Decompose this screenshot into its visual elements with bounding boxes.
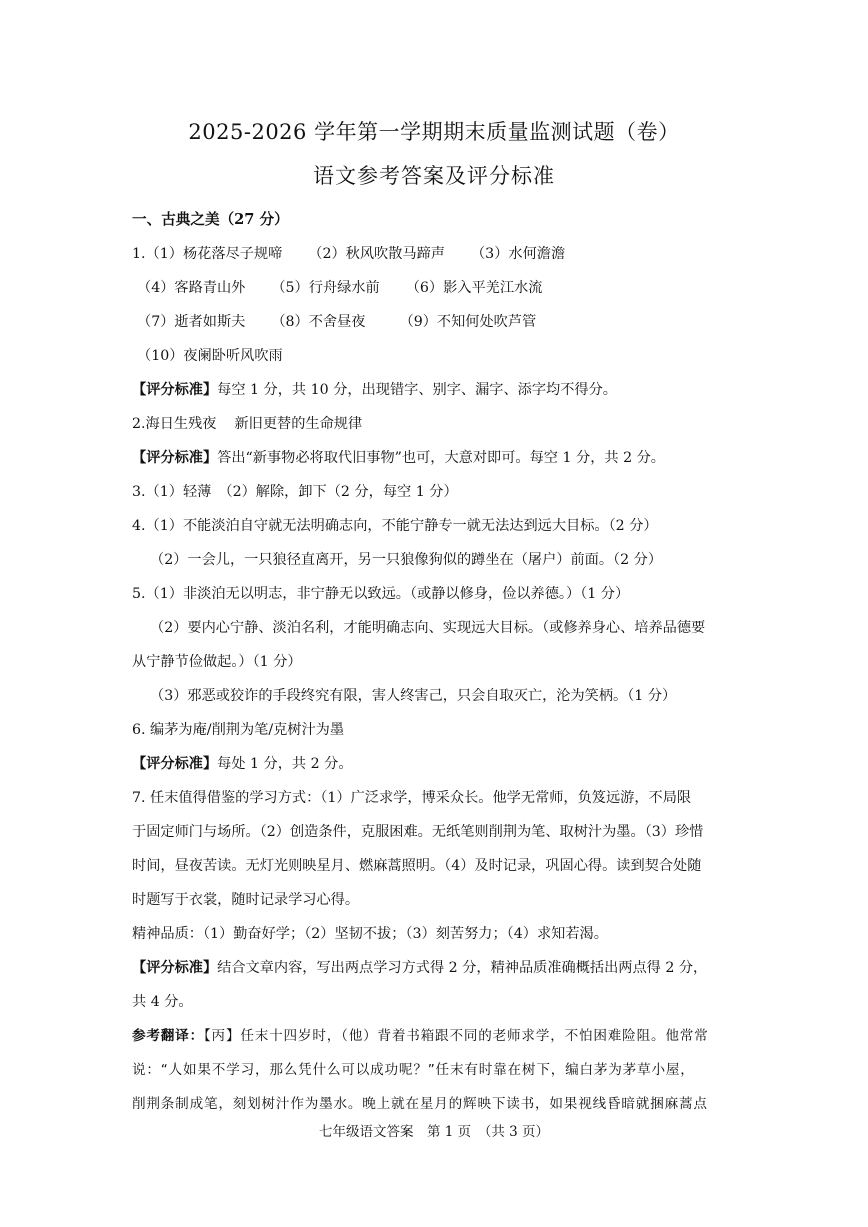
q1-row3 bbox=[132, 305, 742, 339]
criteria-label: 【评分标准】 bbox=[132, 756, 218, 772]
q7-criteria bbox=[132, 951, 742, 985]
page-title: 2025-2026 学年第一学期期末质量监测试题（卷） bbox=[188, 120, 680, 144]
q1-row2 bbox=[132, 271, 742, 305]
q5-answer-2-line2: 从宁静节俭做起。）（1 分） bbox=[132, 654, 302, 670]
q7-criteria-cont: 共 4 分。 bbox=[132, 994, 193, 1010]
q2-answer-a: 2.海日生残夜 bbox=[132, 416, 217, 432]
section-heading: 一、古典之美（27 分） bbox=[132, 211, 289, 228]
q6-criteria bbox=[132, 747, 742, 781]
q7-spirit: 精神品质：（1）勤奋好学；（2）坚韧不拔；（3）刻苦努力；（4）求知若渴。 bbox=[132, 926, 608, 942]
q1-answer-9: （9）不知何处吹芦管 bbox=[399, 314, 537, 330]
q1-answer-8: （8）不舍昼夜 bbox=[271, 314, 366, 330]
q1-answer-1: 1.（1）杨花落尽子规啼 bbox=[132, 246, 283, 262]
q4-answer-1: 4.（1）不能淡泊自守就无法明确志向，不能宁静专一就无法达到远大目标。（2 分） bbox=[132, 518, 658, 534]
q1-answer-4: （4）客路青山外 bbox=[137, 280, 246, 296]
translation-line1 bbox=[132, 1019, 742, 1053]
translation-line2: 说：“人如果不学习，那么凭什么可以成功呢？”任末有时靠在树下，编白茅为茅草小屋， bbox=[132, 1062, 695, 1078]
translation-label: 参考翻译： bbox=[132, 1028, 204, 1044]
criteria-label: 【评分标准】 bbox=[132, 450, 218, 466]
q2-answer bbox=[132, 407, 742, 441]
q1-row1 bbox=[132, 237, 742, 271]
criteria-label: 【评分标准】 bbox=[132, 382, 218, 398]
q7-line3: 时间，昼夜苦读。无灯光则映星月、燃麻蒿照明。（4）及时记录，巩固心得。读到契合处随 bbox=[132, 858, 702, 874]
criteria-text: 答出“新事物必将取代旧事物”也可，大意对即可。每空 1 分，共 2 分。 bbox=[217, 450, 665, 466]
criteria-text: 每空 1 分，共 10 分，出现错字、别字、漏字、添字均不得分。 bbox=[217, 382, 617, 398]
criteria-text: 结合文章内容，写出两点学习方式得 2 分，精神品质准确概括出两点得 2 分， bbox=[217, 960, 708, 976]
q6-answer: 6. 编茅为庵/削荆为笔/克树汁为墨 bbox=[132, 722, 345, 738]
criteria-text: 每处 1 分，共 2 分。 bbox=[217, 756, 353, 772]
page-footer: 七年级语文答案 第 1 页 （共 3 页） bbox=[318, 1124, 550, 1140]
page-subtitle: 语文参考答案及评分标准 bbox=[313, 164, 555, 188]
translation-text: 【丙】任末十四岁时，（他）背着书箱跟不同的老师求学，不怕困难险阻。他常常 bbox=[203, 1028, 709, 1044]
criteria-label: 【评分标准】 bbox=[132, 960, 218, 976]
q7-line2: 于固定师门与场所。（2）创造条件，克服困难。无纸笔则削荆为笔、取树汁为墨。（3）珍惜 bbox=[132, 824, 704, 840]
q5-answer-1: 5.（1）非淡泊无以明志，非宁静无以致远。（或静以修身，俭以养德。）（1 分） bbox=[132, 586, 630, 602]
q7-line4: 时题写于衣裳，随时记录学习心得。 bbox=[132, 892, 360, 908]
q1-answer-6: （6）影入平羌江水流 bbox=[405, 280, 543, 296]
q1-criteria bbox=[132, 373, 742, 407]
q1-answer-3: （3）水何澹澹 bbox=[470, 246, 566, 262]
q5-answer-3: （3）邪恶或狡诈的手段终究有限，害人终害己，只会自取灭亡，沦为笑柄。（1 分） bbox=[150, 688, 677, 704]
q3-answer: 3.（1）轻薄 （2）解除，卸下（2 分，每空 1 分） bbox=[132, 484, 458, 500]
q1-row4: （10）夜阑卧听风吹雨 bbox=[137, 348, 283, 364]
translation-line3: 削荆条制成笔，刻划树汁作为墨水。晚上就在星月的辉映下读书，如果视线昏暗就捆麻蒿点 bbox=[132, 1096, 708, 1112]
q4-answer-2: （2）一会儿，一只狼径直离开，另一只狼像狗似的蹲坐在（屠户）前面。（2 分） bbox=[150, 552, 663, 568]
document-body bbox=[132, 203, 742, 1121]
q1-answer-5: （5）行舟绿水前 bbox=[271, 280, 380, 296]
q2-answer-b: 新旧更替的生命规律 bbox=[234, 416, 363, 432]
q1-answer-7: （7）逝者如斯夫 bbox=[137, 314, 246, 330]
q2-criteria bbox=[132, 441, 742, 475]
q5-answer-2-line1: （2）要内心宁静、淡泊名利，才能明确志向、实现远大目标。（或修养身心、培养品德要 bbox=[150, 620, 706, 636]
q7-line1: 7. 任末值得借鉴的学习方式：（1）广泛求学，博采众长。他学无常师，负笈远游，不局限 bbox=[132, 790, 692, 806]
q1-answer-2: （2）秋风吹散马蹄声 bbox=[308, 246, 445, 262]
